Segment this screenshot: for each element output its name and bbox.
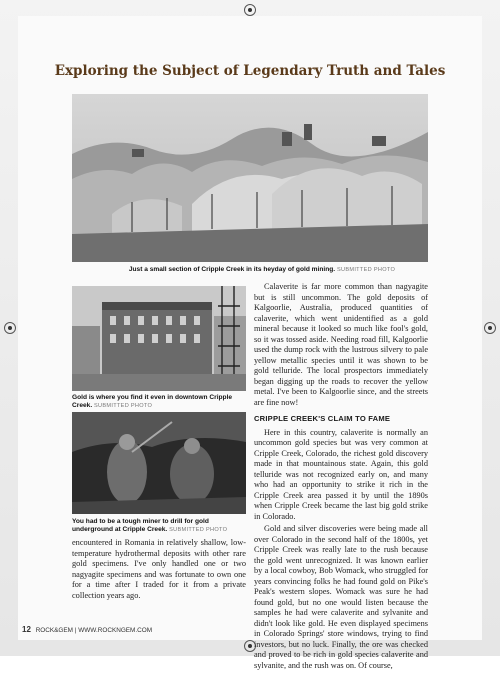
- caption-text: Gold is where you find it even in downtown Cripple Creek.: [72, 394, 233, 410]
- publication-name: ROCK&GEM: [35, 627, 73, 634]
- paragraph-womack: Gold and silver discoveries were being made all over Colorado in the second half of the 1800s, yet Cripple Creek was really late to the rush because the gold went unrecognized. It was known earlier by a local cowboy, Bob Womack, who struggled for years convincing folks he had found gold on Pike's Peak's western slopes. Womack was sure he had found gold, but no one would listen because the samples he had were calaverite and sylvanite and didn't look like gold. He even displayed specimens in Colorado Springs' store windows, trying to find investors, but no luck. Finally, the ore was checked and proved to be rich in gold species calaverite and sylvanite, and the rush was on. Of course,: [254, 524, 428, 670]
- underground-miner-photo: [72, 412, 246, 514]
- registration-mark-top-icon: [244, 4, 256, 16]
- paragraph-calaverite: Calaverite is far more common than nagyagite but is still uncommon. The gold deposits of Kalgoorlie, Australia, produced quantities of calaverite, which went unidentified as a gold mineral because it looked so much like fool's gold, so it was tossed aside. Needing road fill, Kalgoorlie used the dump rock with the lustrous silvery to pale yellow metallic species until it was shown to be gold telluride. The local prospectors immediately began digging up the roads to recover the yellow metal. I've been to Kalgoorlie since, and the streets are fine now!: [254, 282, 428, 407]
- footer-separator: |: [74, 627, 77, 634]
- left-column-body: [72, 538, 246, 603]
- downtown-building-image: [72, 286, 246, 391]
- miners-drilling-image: [72, 412, 246, 514]
- photo-credit: SUBMITTED PHOTO: [336, 267, 396, 273]
- photo-credit: SUBMITTED PHOTO: [94, 403, 153, 410]
- footer-website-link[interactable]: WWW.ROCKNGEM.COM: [78, 627, 153, 634]
- downtown-cripple-creek-photo: [72, 286, 246, 391]
- mining-landscape-image: [72, 94, 428, 262]
- page-title: Exploring the Subject of Legendary Truth and Tales: [54, 63, 446, 79]
- caption-text: You had to be a tough miner to drill for gold underground at Cripple Creek.: [72, 518, 209, 534]
- page-number: 12: [22, 625, 31, 634]
- left-column-paragraph: encountered in Romania in relatively shallow, low-temperature hydrothermal deposits with other rare gold specimens. I've only handled one or two nagyagite specimens and was fortunate to own one for a time after I traded for it from a private collection years ago.: [72, 538, 246, 600]
- cripple-creek-mining-photo: [72, 94, 428, 262]
- registration-mark-right-icon: [484, 322, 496, 334]
- section-heading: CRIPPLE CREEK'S CLAIM TO FAME: [254, 414, 391, 423]
- top-photo-caption: [92, 266, 432, 274]
- miner-photo-caption: [72, 518, 246, 535]
- downtown-photo-caption: [72, 394, 246, 411]
- right-column-body: [254, 282, 428, 673]
- photo-credit: SUBMITTED PHOTO: [169, 527, 228, 534]
- paragraph-cripple-creek: Here in this country, calaverite is normally an uncommon gold species but was very common at Cripple Creek, Colorado, the richest gold discovery made in that mountainous state. Again, this gold telluride was not recognized early on, and many who had an opportunity to strike it rich in the Cripple Creek area passed it by until the 1890s when Cripple Creek became the last big gold strike in Colorado.: [254, 427, 428, 521]
- registration-mark-left-icon: [4, 322, 16, 334]
- caption-text: Just a small section of Cripple Creek in its heyday of gold mining.: [128, 266, 336, 273]
- page-footer: [22, 625, 152, 634]
